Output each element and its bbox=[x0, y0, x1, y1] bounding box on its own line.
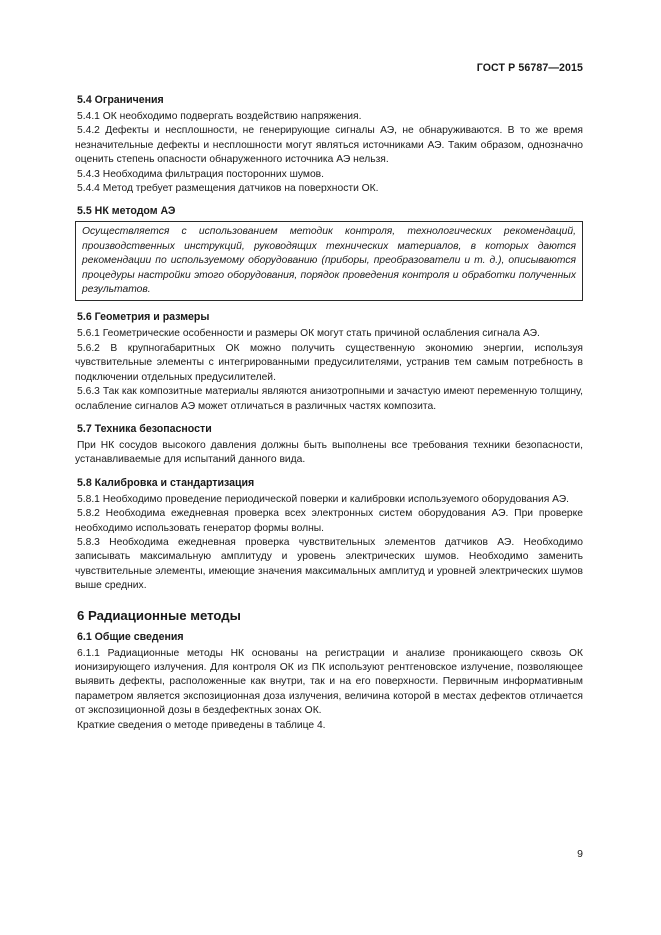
section-5-7 bbox=[75, 422, 583, 468]
paragraph: 5.4.4 Метод требует размещения датчиков на поверхности ОК. bbox=[77, 183, 379, 195]
paragraph: 5.4.2 Дефекты и несплошности, не генерирующие сигналы АЭ, не обнаруживаются. В то же время незначительные дефекты и несплошности могут являться источниками АЭ. Таким образом, однозначно оценить степень опасности обнаруженного источника АЭ нельзя. bbox=[75, 125, 583, 166]
paragraph: 5.6.1 Геометрические особенности и размеры ОК могут стать причиной ослабления сигнала АЭ. bbox=[77, 328, 540, 340]
section-title: 5.6 Геометрия и размеры bbox=[77, 311, 210, 324]
section-5-8 bbox=[75, 476, 583, 594]
page-number: 9 bbox=[577, 848, 583, 860]
section-title: 5.4 Ограничения bbox=[77, 94, 164, 106]
chapter-title: 6 Радиационные методы bbox=[77, 607, 241, 623]
paragraph: 5.8.2 Необходима ежедневная проверка всех электронных систем оборудования АЭ. При проверке необходимо использовать генератор формы волны. bbox=[75, 508, 583, 534]
paragraph: 5.4.3 Необходима фильтрация посторонних шумов. bbox=[77, 168, 325, 180]
section-title: 6.1 Общие сведения bbox=[77, 630, 184, 643]
section-title: 5.7 Техника безопасности bbox=[77, 422, 212, 435]
section-6-1 bbox=[75, 630, 583, 733]
paragraph: 5.6.3 Так как композитные материалы являются анизотропными и зачастую имеют переменную толщину, ослабление сигналов АЭ может отличаться в различных частях композита. bbox=[75, 386, 583, 412]
paragraph: 6.1.1 Радиационные методы НК основаны на регистрации и анализе проникающего сквозь ОК ионизирующего излучения. Для контроля ОК из ПК используют рентгеновское излучение, позволяющее выявить дефекты, расположенные как внутри, так и на его поверхности. Первичным информативным параметром является экспозиционная доза излучения, величина которой в местах дефектов отличается от экспозиционной дозы в бездефектных зонах ОК. bbox=[75, 647, 583, 717]
paragraph: 5.8.3 Необходима ежедневная проверка чувствительных элементов датчиков АЭ. Необходимо записывать максимальную амплитуду и уровень электрических шумов. Необходимо заменить чувствительные элементы, имеющие значения максимальных амплитуд и уровней электрических шумов выше средних. bbox=[75, 536, 583, 592]
section-title: 5.5 НК методом АЭ bbox=[77, 205, 176, 218]
boxed-note: Осуществляется с использованием методик контроля, технологических рекомендаций, производственных инструкций, руководящих технических материалов, в которых даются рекомендации по используемому оборудованию (приборы, преобразователи и т. д.), описываются процедуры настройки этого оборудования, порядок проведения контроля и обработки полученных результатов. bbox=[75, 221, 583, 301]
section-5-4 bbox=[75, 93, 583, 196]
section-5-6 bbox=[75, 310, 583, 413]
page-content bbox=[75, 93, 583, 741]
section-title: 5.8 Калибровка и стандартизация bbox=[77, 476, 255, 489]
paragraph: Краткие сведения о методе приведены в таблице 4. bbox=[77, 719, 326, 731]
section-5-5 bbox=[75, 204, 583, 301]
paragraph: 5.8.1 Необходимо проведение периодической поверки и калибровки используемого оборудования АЭ. bbox=[77, 493, 570, 505]
paragraph: 5.4.1 ОК необходимо подвергать воздействию напряжения. bbox=[77, 111, 362, 122]
document-header-id: ГОСТ Р 56787—2015 bbox=[476, 62, 583, 74]
paragraph: При НК сосудов высокого давления должны быть выполнены все требования техники безопасности, устанавливаемые для испытаний данного вида. bbox=[75, 439, 583, 466]
paragraph: 5.6.2 В крупногабаритных ОК можно получить существенную экономию энергии, используя чувствительные элементы с интегрированными предусилителями, устранив тем самым потребность в подключении отдельных предусилителей. bbox=[75, 342, 583, 383]
